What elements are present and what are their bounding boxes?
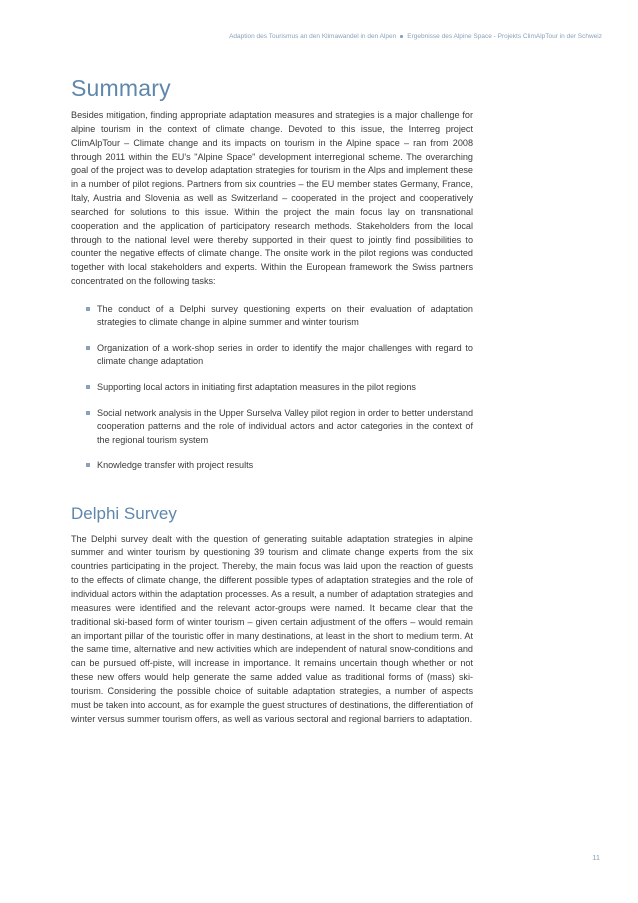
square-bullet-icon <box>86 307 90 311</box>
task-text: Social network analysis in the Upper Surselva Valley pilot region in order to better understand cooperation patterns and the role of individual actors and actor categories in the context of the regional tourism system <box>97 407 473 445</box>
list-item <box>71 303 473 330</box>
main-content <box>71 73 473 726</box>
task-text: Knowledge transfer with project results <box>97 460 254 471</box>
summary-paragraph: Besides mitigation, finding appropriate adaptation measures and strategies is a major challenge for alpine tourism in the context of climate change. Devoted to this issue, the Interreg project ClimAlpTour – Climate change and its impacts on tourism in the Alpine space – ran from 2008 through 2011 within the EU's "Alpine Space" development interregional scheme. The overarching goal of the project was to develop adaptation strategies for tourism in the Alps and implement these in a number of pilot regions. Partners from six countries – the EU member states Germany, France, Italy, Austria and Slovenia as well as Switzerland – cooperated in the project and cooperatively searched for solutions to this issue. Within the project the main focus lay on transnational cooperation and the application of participatory research methods. Stakeholders from the local through to the national level were thereby supported in their quest to jointly find possibilities to counter the negative effects of climate change. The onsite work in the pilot regions was conducted together with local stakeholders and experts. Within the European framework the Swiss partners concentrated on the following tasks: <box>71 110 473 287</box>
square-bullet-icon <box>86 385 90 389</box>
page-number: 11 <box>592 853 600 862</box>
square-bullet-icon <box>86 411 90 415</box>
list-item <box>71 459 473 472</box>
task-text: The conduct of a Delphi survey questioning experts on their evaluation of adaptation strategies to climate change in alpine summer and winter tourism <box>97 303 473 328</box>
list-item <box>71 407 473 447</box>
square-bullet-icon <box>86 346 90 350</box>
running-header-right: Ergebnisse des Alpine Space - Projekts ClimAlpTour in der Schweiz <box>407 33 602 40</box>
task-list <box>71 303 473 473</box>
delphi-survey-heading: Delphi Survey <box>71 503 177 523</box>
running-header <box>60 33 602 40</box>
task-text: Supporting local actors in initiating first adaptation measures in the pilot regions <box>97 382 416 393</box>
list-item <box>71 381 473 394</box>
summary-heading: Summary <box>71 75 171 101</box>
header-separator-bullet-icon <box>400 35 403 38</box>
list-item <box>71 342 473 369</box>
task-text: Organization of a work-shop series in order to identify the major challenges with regard to climate change adaptation <box>97 343 473 367</box>
square-bullet-icon <box>86 463 90 467</box>
delphi-survey-paragraph: The Delphi survey dealt with the question of generating suitable adaptation strategies in alpine summer and winter tourism by questioning 39 tourism and climate change experts from the six countries participating in the project. Thereby, the main focus was laid upon the reaction of guests to the effects of climate change, the different possible types of adaptation strategies and the role of individual actors within the adaptation processes. As a result, a number of adaptation strategies and measures were identified and the relevant actor-groups were named. It became clear that the traditional ski-based form of winter tourism – given certain adjustment of the offers – would remain an important pillar of the touristic offer in many destinations, at least in the short to medium term. At the same time, alternative and new activities which are independent of natural snow-conditions and can be pursued off-piste, will increase in importance. It remains uncertain though whether or not these new offers would help generate the same added value as traditional forms of (mass) ski-tourism. Considering the possible choice of suitable adaptation strategies, a number of aspects must be taken into account, as for example the guest structures of destinations, the differentiation of winter versus summer tourism offers, as well as various sectoral and regional barriers to adaptation. <box>71 533 473 724</box>
running-header-left: Adaption des Tourismus an den Klimawandel in den Alpen <box>229 33 397 40</box>
